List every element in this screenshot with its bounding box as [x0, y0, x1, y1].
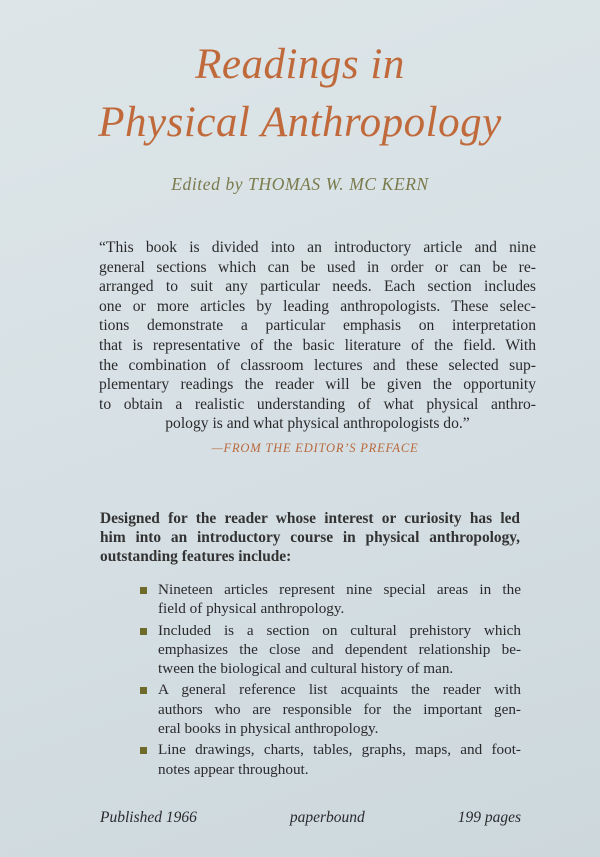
feature-list — [140, 580, 521, 781]
feature-line: Nineteen articles represent nine special areas in the — [158, 581, 521, 598]
feature-line: tween the biological and cultural history of man. — [158, 660, 454, 678]
feature-line: emphasizes the close and dependent relationship be- — [158, 640, 521, 658]
feature-line: Line drawings, charts, tables, graphs, maps, and foot- — [158, 741, 521, 759]
feature-item — [140, 621, 521, 679]
intro-line: Designed for the reader whose interest or curiosity has led — [100, 510, 520, 527]
square-bullet-icon — [140, 628, 147, 635]
feature-item — [140, 580, 521, 619]
feature-item — [140, 740, 521, 779]
feature-line: notes appear throughout. — [158, 760, 309, 778]
feature-line: Included is a section on cultural prehistory which — [158, 621, 521, 639]
intro-paragraph — [100, 509, 520, 566]
quote-line: to obtain a realistic understanding of what physical anthro- — [99, 395, 536, 413]
book-title-line-1: Readings in — [195, 41, 405, 88]
footer — [100, 809, 521, 827]
quote-line: arranged to suit any particular needs. Each section includes — [99, 278, 536, 296]
quote-line: that is representative of the basic literature of the field. With — [99, 336, 536, 354]
square-bullet-icon — [140, 687, 147, 694]
feature-item — [140, 680, 521, 738]
binding-type: paperbound — [289, 809, 365, 826]
quote-line: tions demonstrate a particular emphasis on interpretation — [99, 317, 536, 335]
page-count: 199 pages — [457, 809, 521, 826]
quote-attribution: —FROM THE EDITOR’S PREFACE — [211, 441, 419, 455]
feature-line: eral books in physical anthropology. — [158, 720, 379, 738]
book-title-line-2: Physical Anthropology — [98, 99, 502, 146]
quote-line: general sections which can be used in order or can be re- — [99, 258, 536, 276]
quote-line: one or more articles by leading anthropologists. These selec- — [99, 297, 536, 315]
editor-credit: Edited by THOMAS W. MC KERN — [171, 174, 429, 194]
quote-line: the combination of classroom lectures and these selected sup- — [99, 356, 536, 374]
quote-line: plementary readings the reader will be given the opportunity — [99, 376, 536, 394]
quote-line: pology is and what physical anthropologists do.” — [165, 415, 470, 433]
square-bullet-icon — [140, 587, 147, 594]
feature-line: field of physical anthropology. — [158, 600, 345, 618]
square-bullet-icon — [140, 747, 147, 754]
feature-line: authors who are responsible for the important gen- — [158, 700, 521, 718]
editor-quote — [99, 238, 536, 434]
intro-line: outstanding features include: — [100, 548, 292, 565]
feature-line: A general reference list acquaints the reader with — [158, 681, 521, 699]
quote-line: “This book is divided into an introductory article and nine — [99, 239, 536, 256]
intro-line: him into an introductory course in physical anthropology, — [100, 529, 520, 546]
published-year: Published 1966 — [100, 809, 197, 826]
